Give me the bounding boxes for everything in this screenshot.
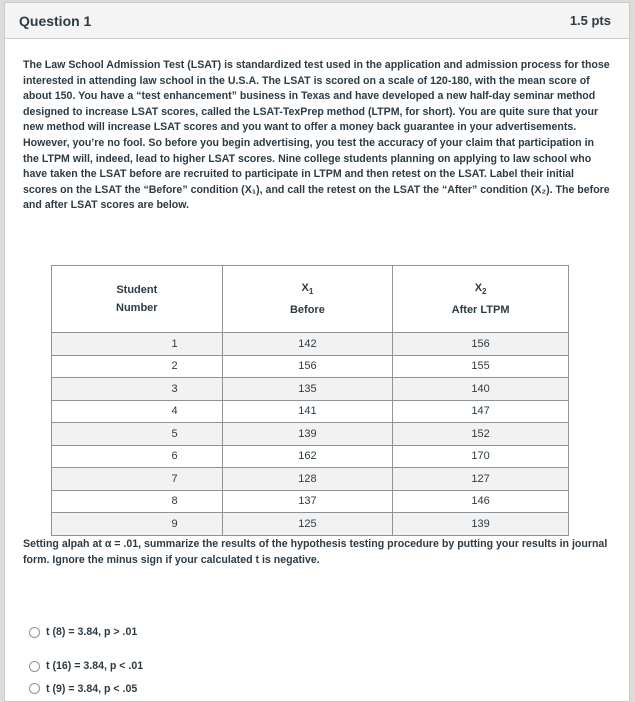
- cell-after: 147: [393, 400, 569, 423]
- scores-table: [51, 265, 569, 536]
- header-after-var: X: [474, 281, 483, 294]
- table-row: [52, 468, 569, 491]
- question-title: Question 1: [19, 12, 92, 29]
- cell-student: 1: [52, 333, 223, 356]
- cell-student: 2: [52, 355, 223, 378]
- table-row: [52, 378, 569, 401]
- cell-before: 141: [222, 400, 393, 423]
- header-student-line2: Number: [116, 302, 158, 314]
- cell-before: 128: [222, 468, 393, 491]
- cell-student: 8: [52, 490, 223, 513]
- cell-after: 155: [393, 355, 569, 378]
- cell-student: 7: [52, 468, 223, 491]
- table-row: [52, 513, 569, 536]
- cell-student: 4: [52, 400, 223, 423]
- cell-after: 146: [393, 490, 569, 513]
- table-row: [52, 333, 569, 356]
- cell-after: 152: [393, 423, 569, 446]
- cell-before: 162: [222, 445, 393, 468]
- cell-student: 9: [52, 513, 223, 536]
- header-before-sub: 1: [308, 287, 314, 297]
- question-prompt: The Law School Admission Test (LSAT) is standardized test used in the application and admission process for those interested in attending law school in the U.S.A. The LSAT is scored on a scale of 120-180, with the mean score of about 150. You have a “test enhancement” business in Texas and have developed a new half-day seminar method designed to increase LSAT scores, called the LSAT-TexPrep method (LTPM, for short). You are quite sure that your new method will increase LSAT scores and you want to offer a money back guarantee in your advertisements. However, you’re no fool. So before you begin advertising, you test the accuracy of your claim that participation in the LTPM will, indeed, lead to higher LSAT scores. Nine college students planning on applying to law school who have taken the LSAT before are recruited to participate in LTPM and then retest on the LSAT. Label their initial scores on the LSAT the “Before” condition (X₁), and call the retest on the LSAT the “After” condition (X₂). The before and after LSAT scores are below.: [23, 59, 610, 212]
- cell-after: 140: [393, 378, 569, 401]
- table-row: [52, 445, 569, 468]
- cell-before: 137: [222, 490, 393, 513]
- cell-after: 127: [393, 468, 569, 491]
- cell-before: 125: [222, 513, 393, 536]
- cell-student: 6: [52, 445, 223, 468]
- cell-student: 3: [52, 378, 223, 401]
- table-row: [52, 400, 569, 423]
- cell-before: 135: [222, 378, 393, 401]
- cell-student: 5: [52, 423, 223, 446]
- table-row: [52, 490, 569, 513]
- header-before: [222, 266, 393, 333]
- header-student-line1: Student: [116, 284, 158, 296]
- question-points: 1.5 pts: [569, 13, 611, 28]
- cell-after: 156: [393, 333, 569, 356]
- answer-option-2[interactable]: [29, 649, 143, 683]
- answer-label: t (16) = 3.84, p < .01: [46, 660, 144, 672]
- cell-before: 139: [222, 423, 393, 446]
- table-row: [52, 423, 569, 446]
- cell-before: 142: [222, 333, 393, 356]
- answer-option-3[interactable]: [29, 683, 143, 697]
- question-header: [5, 3, 629, 39]
- table-row: [52, 355, 569, 378]
- radio-button[interactable]: [29, 627, 40, 638]
- question-instruction: Setting alpah at α = .01, summarize the results of the hypothesis testing procedure by putting your results in journal form. Ignore the minus sign if your calculated t is negative.: [23, 538, 608, 566]
- header-student: [52, 266, 223, 333]
- answer-label: t (9) = 3.84, p < .05: [46, 683, 138, 695]
- answer-label: t (8) = 3.84, p > .01: [46, 626, 138, 638]
- header-after-sub: 2: [482, 287, 487, 297]
- radio-button[interactable]: [29, 661, 40, 672]
- cell-before: 156: [222, 355, 393, 378]
- answer-option-1[interactable]: [29, 615, 143, 649]
- header-before-var: X: [301, 281, 309, 294]
- header-after: [393, 266, 569, 333]
- cell-after: 139: [393, 513, 569, 536]
- header-after-label: After LTPM: [451, 304, 510, 317]
- header-before-label: Before: [289, 304, 325, 317]
- cell-after: 170: [393, 445, 569, 468]
- table-header-row: [52, 266, 569, 333]
- radio-button[interactable]: [29, 683, 40, 694]
- question-card: [4, 2, 630, 702]
- answer-options: [29, 615, 143, 697]
